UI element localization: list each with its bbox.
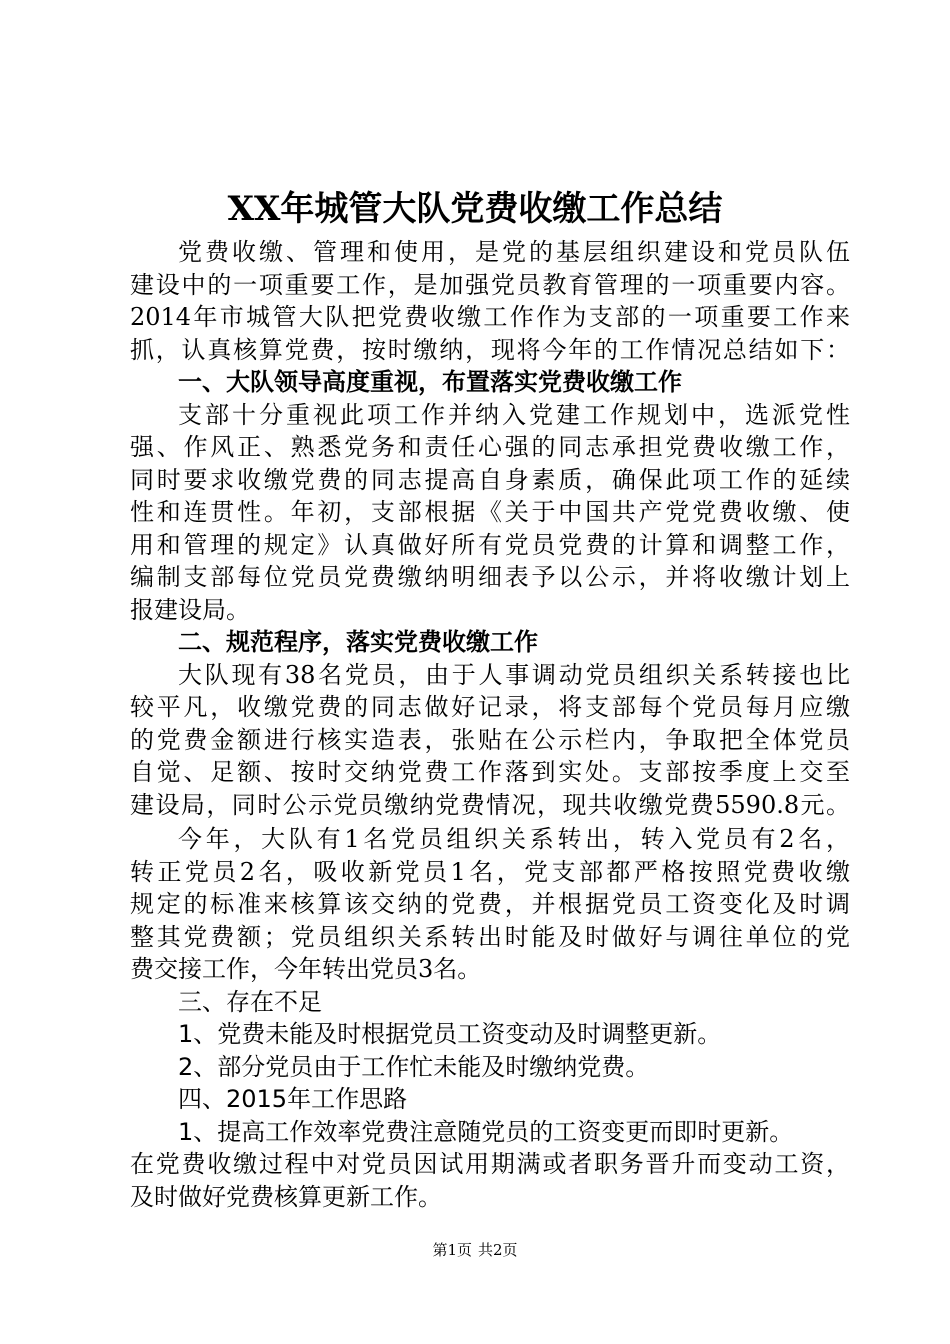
list-item: 1、提高工作效率党费注意随党员的工资变更而即时更新。 bbox=[178, 1117, 794, 1146]
page-number: 第1页 bbox=[432, 1241, 472, 1259]
paragraph-line: 党费收缴、管理和使用，是党的基层组织建设和党员队伍 bbox=[178, 238, 850, 266]
paragraph-line: 2014年市城管大队把党费收缴工作作为支部的一项重要工作来 bbox=[130, 303, 850, 331]
section-heading-3: 三、存在不足 bbox=[178, 987, 322, 1016]
paragraph-line: 强、作风正、熟悉党务和责任心强的同志承担党费收缴工作， bbox=[130, 433, 850, 461]
paragraph-line: 建设中的一项重要工作，是加强党员教育管理的一项重要内容。 bbox=[130, 270, 850, 299]
paragraph-line: 自觉、足额、按时交纳党费工作落到实处。支部按季度上交至 bbox=[130, 758, 850, 786]
list-item: 2、部分党员由于工作忙未能及时缴纳党费。 bbox=[178, 1052, 650, 1081]
section-heading-1: 一、大队领导高度重视，布置落实党费收缴工作 bbox=[178, 368, 682, 396]
paragraph-line: 及时做好党费核算更新工作。 bbox=[130, 1182, 442, 1211]
paragraph-line: 费交接工作，今年转出党员3名。 bbox=[130, 955, 482, 983]
paragraph-line: 报建设局。 bbox=[130, 595, 250, 624]
paragraph-line: 编制支部每位党员党费缴纳明细表予以公示，并将收缴计划上 bbox=[130, 563, 850, 591]
page-total: 共2页 bbox=[478, 1241, 518, 1259]
paragraph-line: 转正党员2名，吸收新党员1名，党支部都严格按照党费收缴 bbox=[130, 857, 850, 886]
paragraph-line: 用和管理的规定》认真做好所有党员党费的计算和调整工作， bbox=[130, 530, 850, 559]
paragraph-line: 今年，大队有1名党员组织关系转出，转入党员有2名， bbox=[178, 825, 850, 853]
document-title: XX年城管大队党费收缴工作总结 bbox=[227, 189, 723, 229]
section-heading-4: 四、2015年工作思路 bbox=[178, 1085, 408, 1113]
page-footer bbox=[0, 1240, 950, 1260]
paragraph-line: 性和连贯性。年初，支部根据《关于中国共产党党费收缴、使 bbox=[130, 498, 850, 526]
paragraph-line: 建设局，同时公示党员缴纳党费情况，现共收缴党费5590.8元。 bbox=[130, 790, 850, 819]
paragraph-line: 同时要求收缴党费的同志提高自身素质，确保此项工作的延续 bbox=[130, 465, 850, 494]
document-body bbox=[130, 236, 850, 1213]
paragraph-line: 大队现有38名党员，由于人事调动党员组织关系转接也比 bbox=[178, 660, 850, 689]
paragraph-line: 抓，认真核算党费，按时缴纳，现将今年的工作情况总结如下： bbox=[130, 335, 850, 364]
paragraph-line: 的党费金额进行核实造表，张贴在公示栏内，争取把全体党员 bbox=[130, 725, 850, 754]
section-heading-2: 二、规范程序，落实党费收缴工作 bbox=[178, 628, 538, 656]
paragraph-line: 在党费收缴过程中对党员因试用期满或者职务晋升而变动工资， bbox=[130, 1150, 850, 1178]
list-item: 1、党费未能及时根据党员工资变动及时调整更新。 bbox=[178, 1020, 722, 1048]
paragraph-line: 规定的标准来核算该交纳的党费，并根据党员工资变化及时调 bbox=[130, 890, 850, 918]
paragraph-line: 较平凡，收缴党费的同志做好记录，将支部每个党员每月应缴 bbox=[130, 693, 850, 721]
paragraph-line: 支部十分重视此项工作并纳入党建工作规划中，选派党性 bbox=[178, 400, 850, 429]
paragraph-line: 整其党费额；党员组织关系转出时能及时做好与调往单位的党 bbox=[130, 922, 850, 951]
